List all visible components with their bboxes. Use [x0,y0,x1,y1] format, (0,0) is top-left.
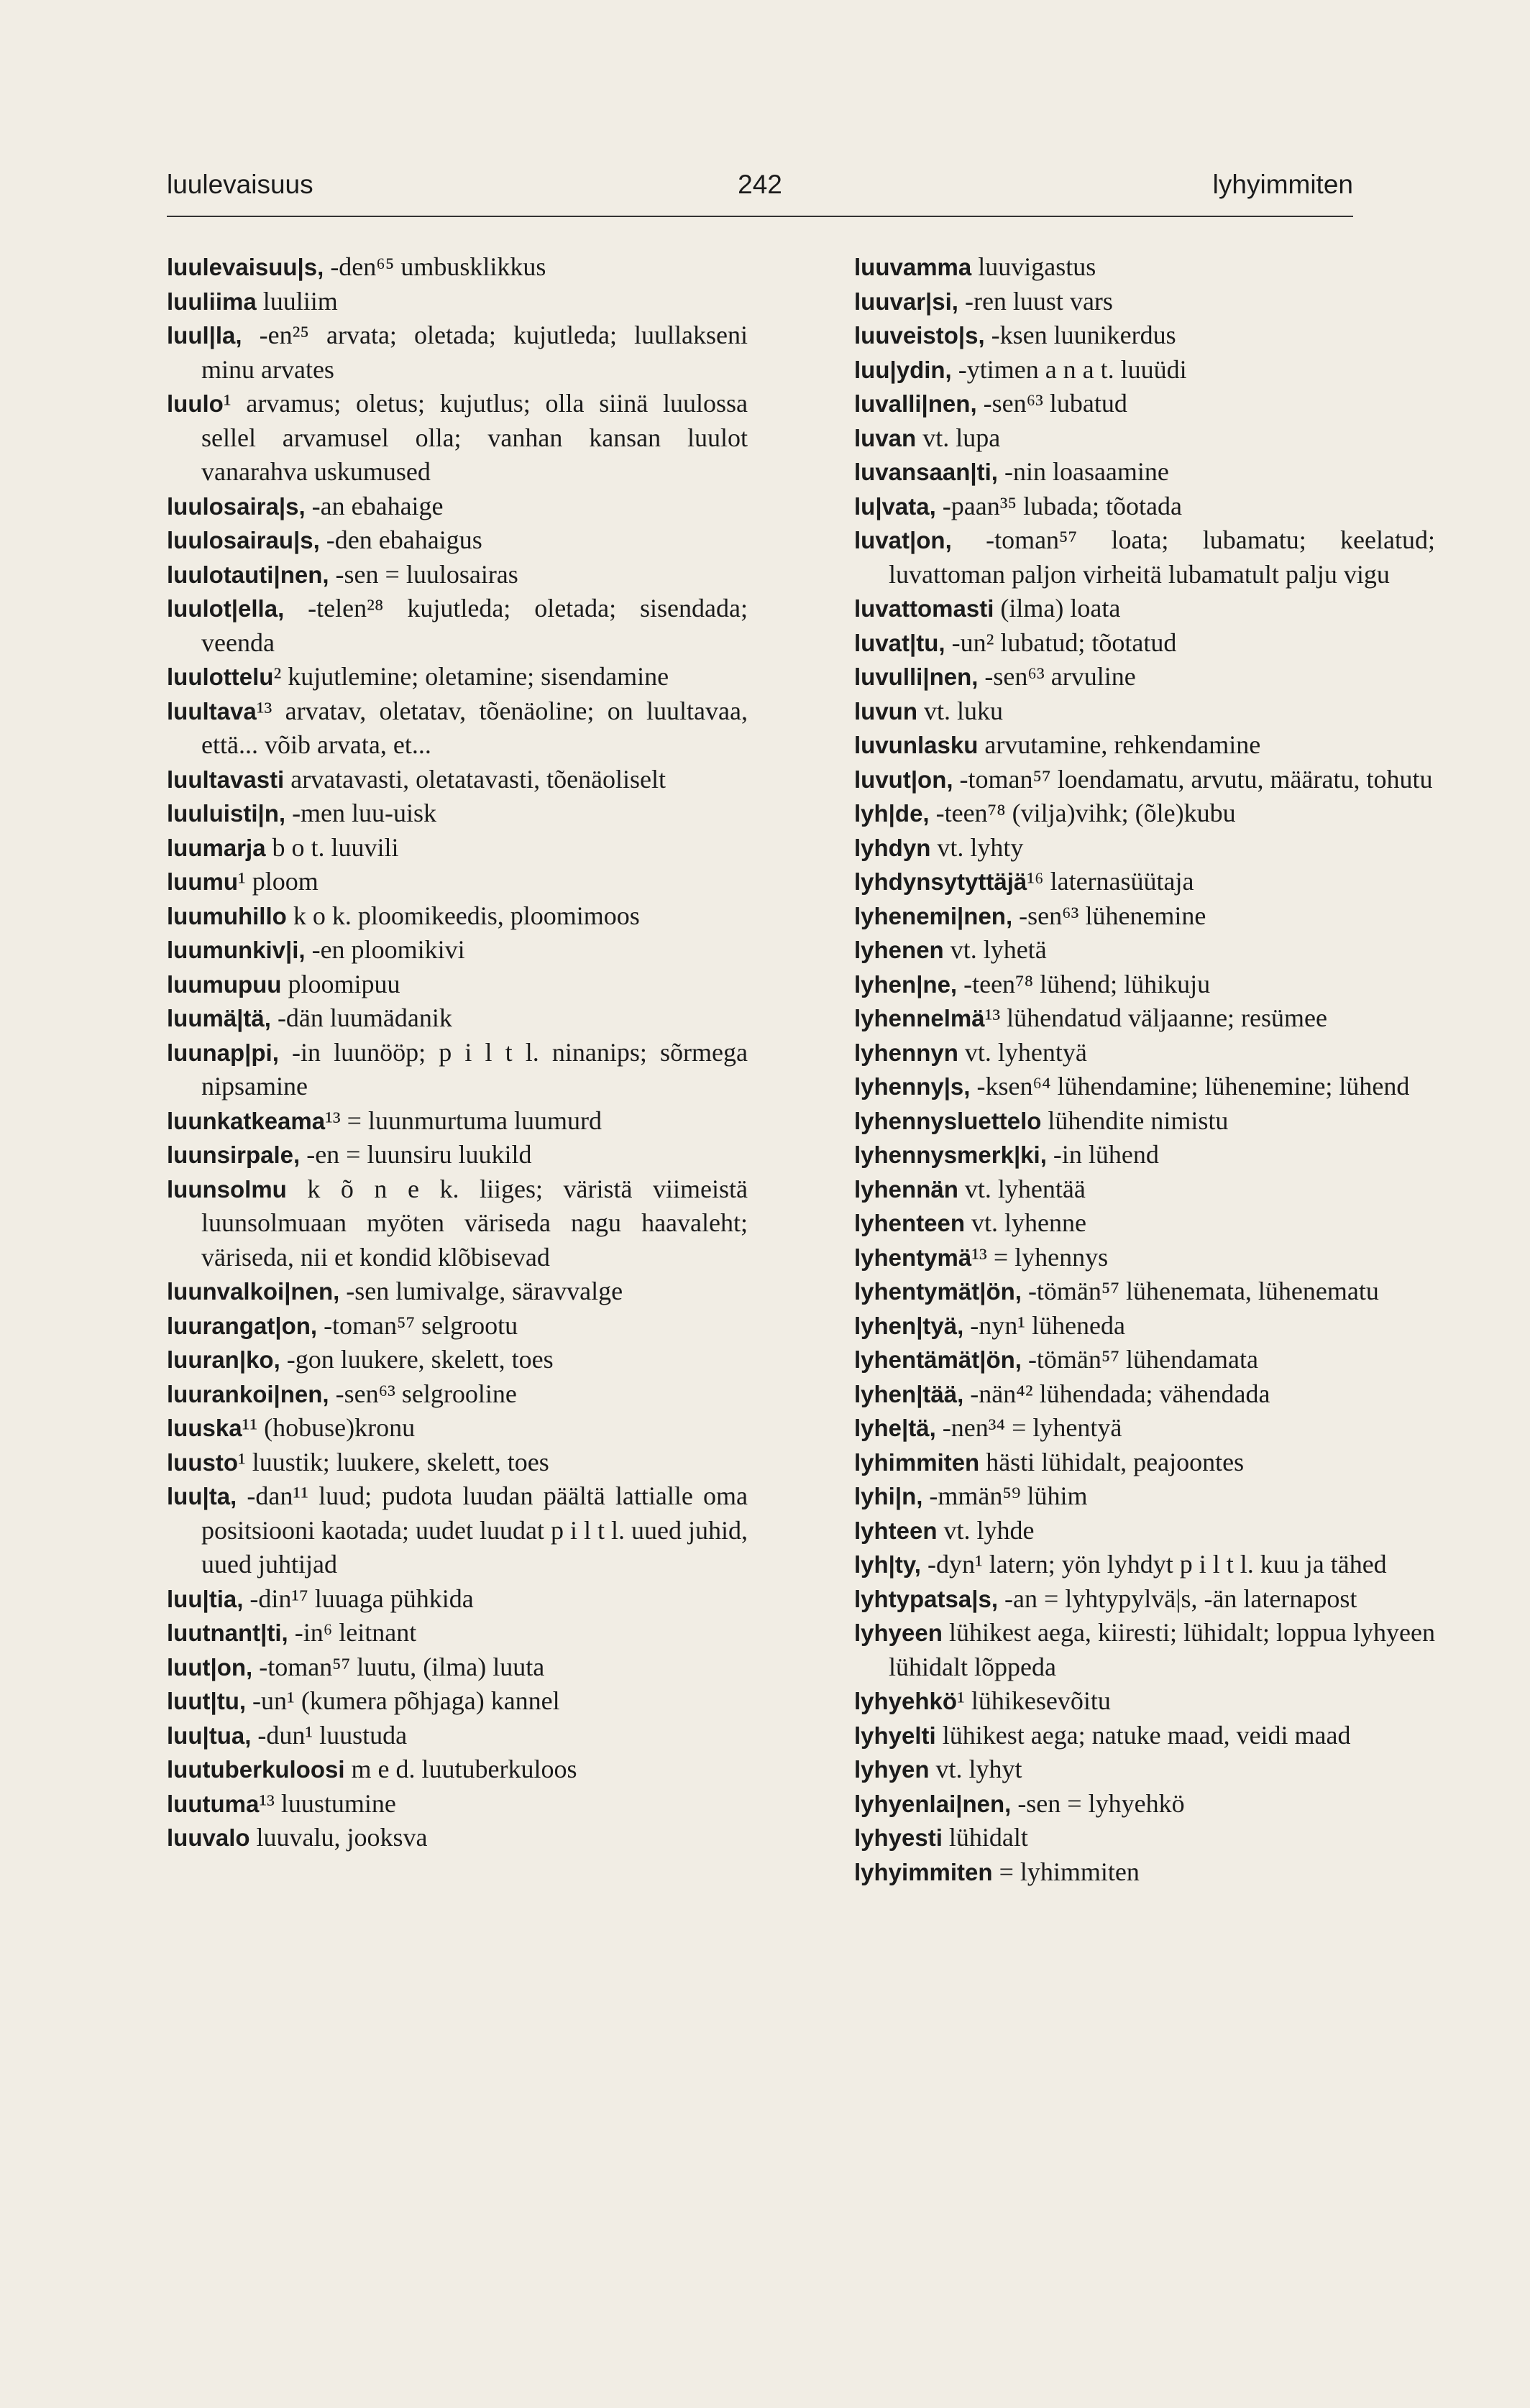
dictionary-entry [854,1274,1435,1309]
entry-headword: luuvamma [854,254,972,280]
entry-headword: luul|la, [167,322,242,349]
entry-headword: lyhentymät|ön, [854,1278,1022,1305]
entry-definition: luuliim [256,286,338,316]
entry-definition: ¹³ luustumine [259,1788,396,1818]
entry-headword: lyhyehkö [854,1688,958,1714]
dictionary-entry [854,1001,1435,1036]
entry-definition: -telen²⁸ kujutleda; oletada; sisendada; veenda [201,594,748,657]
entry-definition: -toman⁵⁷ selgrootu [317,1310,518,1340]
entry-headword: luumupuu [167,970,282,998]
entry-headword: lyhyenlai|nen, [854,1790,1012,1817]
entry-definition: -din¹⁷ luuaga pühkida [243,1584,474,1613]
entry-headword: luu|ydin, [854,356,952,383]
dictionary-entry [167,523,748,558]
entry-definition: -en²⁵ arvata; oletada; kujutleda; luullakseni minu arvates [201,321,748,384]
entry-headword: luuska [167,1415,242,1441]
entry-definition: -sen⁶³ lubatud [976,389,1127,418]
entry-definition: -nyn¹ lüheneda [963,1310,1126,1340]
dictionary-entry [854,1616,1435,1684]
entry-definition: -en = luunsiru luukild [300,1140,532,1169]
dictionary-entry [854,1752,1435,1787]
entry-definition: -in lühend [1046,1140,1159,1169]
entry-headword: luunvalkoi|nen, [167,1278,340,1305]
entry-headword: luvattomasti [854,595,994,622]
entry-headword: luvansaan|ti, [854,459,998,485]
dictionary-entry [854,831,1435,865]
entry-headword: luulosairau|s, [167,527,320,553]
entry-headword: luvulli|nen, [854,663,979,690]
header-rule [167,216,1353,217]
entry-definition: vt. lyhentää [958,1174,1086,1203]
entry-definition: b o t. luuvili [265,832,399,862]
entry-definition: -teen⁷⁸ (vilja)vihk; (õle)kubu [929,799,1236,827]
entry-headword: lyhennän [854,1175,958,1203]
dictionary-entry [854,1206,1435,1241]
entry-definition: lühikest aega, kiiresti; lühidalt; loppua lyhyeen lühidalt lõppeda [889,1618,1435,1681]
entry-headword: luulevaisuu|s, [167,254,324,280]
entry-headword: luut|on, [167,1653,253,1681]
dictionary-entry [854,592,1435,626]
right-column [854,250,1435,1889]
entry-headword: lyhyesti [854,1824,943,1851]
entry-definition: -nin loasaamine [997,457,1169,486]
entry-definition: -sen⁶³ selgrooline [329,1379,517,1408]
dictionary-entry [167,796,748,831]
page-number: 242 [738,170,782,199]
entry-headword: luumarja [167,834,266,861]
entry-definition: ¹ luustik; luukere, skelett, toes [237,1447,549,1476]
entry-definition: -in⁶ leitnant [288,1618,417,1647]
entry-definition: -men luu-uisk [285,799,437,827]
entry-headword: lyhyimmiten [854,1858,993,1885]
entry-headword: lyhennelmä [854,1005,985,1031]
dictionary-entry [167,763,748,797]
entry-definition: luuvalu, jooksva [249,1823,428,1852]
dictionary-entry [854,455,1435,490]
entry-definition: k õ n e k. liiges; väristä viimeistä luunsolmuaan myöten väriseda nagu haavaleht; väriseda, nii et kondid klõbisevad [201,1174,748,1272]
dictionary-entry [854,899,1435,934]
entry-headword: luuvalo [167,1824,250,1851]
dictionary-entry [854,1309,1435,1343]
dictionary-entry [854,250,1435,285]
dictionary-entry [167,1752,748,1787]
entry-headword: lyhen|tyä, [854,1312,964,1339]
dictionary-entry [854,1582,1435,1617]
entry-headword: luvalli|nen, [854,390,977,417]
entry-definition: vt. lyhetä [943,935,1047,964]
entry-definition: -mmän⁵⁹ lühim [922,1481,1088,1510]
left-column [167,250,748,1855]
entry-headword: luvat|tu, [854,629,945,656]
entry-definition: -ytimen a n a t. luuüdi [951,354,1187,384]
entry-definition: ¹ arvamus; oletus; kujutlus; olla siinä luulossa sellel arvamusel olla; vanhan kansan luulot vanarahva uskumused [201,389,748,486]
entry-definition: luuvigastus [971,252,1096,281]
entry-headword: lyhyeen [854,1619,943,1646]
entry-definition: -tömän⁵⁷ lühendamata [1021,1345,1258,1374]
entry-definition: vt. lupa [916,423,1001,452]
entry-definition: vt. luku [917,696,1004,725]
dictionary-entry [854,1514,1435,1548]
entry-headword: luut|tu, [167,1688,247,1714]
entry-headword: lyhennysluettelo [854,1107,1042,1134]
entry-headword: luuvar|si, [854,288,958,315]
dictionary-entry [854,1787,1435,1821]
entry-definition: -sen⁶³ lühenemine [1012,901,1206,930]
entry-definition: ¹³ = luunmurtuma luumurd [325,1106,602,1135]
entry-headword: lu|vata, [854,492,936,520]
dictionary-entry [167,1787,748,1821]
dictionary-entry [167,831,748,865]
entry-definition: -ksen luunikerdus [984,321,1176,349]
dictionary-entry [854,796,1435,831]
dictionary-entry [854,1684,1435,1719]
entry-definition: -tömän⁵⁷ lühenemata, lühenematu [1021,1277,1379,1305]
dictionary-entry [167,1821,748,1855]
entry-headword: lyh|de, [854,800,930,827]
entry-headword: lyhteen [854,1517,938,1544]
dictionary-entry [854,1036,1435,1070]
entry-headword: luu|tua, [167,1722,252,1749]
entry-headword: lyhen|ne, [854,970,958,998]
entry-headword: lyhimmiten [854,1448,980,1476]
dictionary-entry [167,933,748,968]
entry-definition: -paan³⁵ lubada; tõotada [935,491,1182,520]
entry-headword: lyhe|tä, [854,1415,936,1441]
entry-headword: luvun [854,697,917,725]
entry-headword: luvunlasku [854,732,979,758]
dictionary-entry [854,1377,1435,1412]
entry-definition: ¹³ arvatav, oletatav, tõenäoline; on luultavaa, että... võib arvata, et... [201,696,748,759]
dictionary-entry [167,250,748,285]
entry-definition: ¹³ lühendatud väljaanne; resümee [984,1003,1327,1032]
entry-definition: lühidalt [942,1823,1028,1852]
entry-definition: ¹³ = lyhennys [971,1242,1109,1272]
entry-headword: lyhentämät|ön, [854,1346,1022,1373]
dictionary-entry [167,899,748,934]
entry-headword: lyhenemi|nen, [854,902,1013,929]
entry-headword: luulottelu [167,663,274,690]
entry-definition: -dan¹¹ luud; pudota luudan päältä lattialle oma positsiooni kaotada; uudet luudat p i l t l. uued juhid, uued juhtijad [201,1481,748,1578]
entry-definition: ¹⁶ laternasüütaja [1027,867,1194,896]
entry-headword: luumunkiv|i, [167,937,306,963]
entry-definition: -an = lyhtypylvä|s, -än laternapost [997,1584,1357,1613]
entry-headword: luutuberkuloosi [167,1756,345,1783]
page-header [167,170,1353,213]
dictionary-entry [854,1446,1435,1480]
entry-definition: -un¹ (kumera põhjaga) kannel [246,1686,560,1715]
entry-definition: -sen = luulosairas [329,559,518,589]
dictionary-entry [167,1036,748,1104]
entry-headword: luusto [167,1448,238,1476]
dictionary-entry [167,1650,748,1685]
entry-definition: -toman⁵⁷ loata; lubamatu; keelatud; luvattoman paljon virheitä lubamatult palju vigu [889,525,1435,589]
entry-definition: ¹¹ (hobuse)kronu [242,1413,416,1442]
entry-headword: luutnant|ti, [167,1619,288,1646]
entry-headword: luu|tia, [167,1585,244,1612]
dictionary-entry [167,865,748,899]
dictionary-entry [854,626,1435,661]
header-first-word: luulevaisuus [167,170,313,199]
entry-headword: lyhenny|s, [854,1073,971,1100]
entry-definition: -dun¹ luustuda [251,1720,408,1750]
dictionary-entry [854,387,1435,421]
entry-headword: lyhennyn [854,1039,958,1066]
entry-definition: -dyn¹ latern; yön lyhdyt p i l t l. kuu ja tähed [920,1550,1387,1578]
entry-definition: vt. lyhyt [929,1755,1022,1783]
dictionary-entry [854,933,1435,968]
entry-headword: lyhyen [854,1756,930,1783]
dictionary-entry [854,421,1435,456]
dictionary-entry [854,490,1435,524]
entry-headword: luurankoi|nen, [167,1380,329,1407]
dictionary-entry [854,1855,1435,1890]
entry-definition: -toman⁵⁷ luutu, (ilma) luuta [252,1652,545,1681]
dictionary-entry [167,694,748,763]
dictionary-entry [167,1172,748,1275]
dictionary-entry [167,1616,748,1650]
entry-headword: luumä|tä, [167,1005,271,1031]
entry-headword: luumuhillo [167,902,287,929]
dictionary-entry [854,1411,1435,1446]
dictionary-entry [167,1684,748,1719]
entry-definition: -toman⁵⁷ loendamatu, arvutu, määratu, tohutu [953,764,1433,794]
dictionary-entry [167,1343,748,1377]
dictionary-entry [854,1821,1435,1855]
dictionary-entry [167,1582,748,1617]
entry-headword: luuliima [167,288,257,315]
entry-headword: luultava [167,697,257,725]
entry-definition: -un² lubatud; tõotatud [945,628,1177,657]
entry-definition: -gon luukere, skelett, toes [280,1345,554,1374]
entry-definition: -sen lumivalge, säravvalge [339,1277,623,1305]
entry-headword: luurangat|on, [167,1312,318,1339]
entry-headword: lyhdynsytyttäjä [854,868,1027,895]
entry-headword: luvat|on, [854,527,952,553]
entry-headword: lyhen|tää, [854,1380,964,1407]
dictionary-entry [854,865,1435,899]
entry-definition: k o k. ploomikeedis, ploomimoos [286,901,640,930]
entry-definition: hästi lühidalt, peajoontes [979,1447,1245,1476]
dictionary-entry [167,1411,748,1446]
dictionary-entry [854,1104,1435,1139]
entry-headword: luuveisto|s, [854,322,985,349]
dictionary-entry [167,490,748,524]
entry-headword: lyhenen [854,937,944,963]
entry-definition: -ren luust vars [958,286,1113,316]
dictionary-entry [854,968,1435,1002]
entry-definition: -sen = lyhyehkö [1011,1788,1185,1818]
dictionary-entry [167,1377,748,1412]
dictionary-entry [854,660,1435,694]
entry-definition: lühendite nimistu [1041,1106,1229,1135]
dictionary-entry [167,1104,748,1139]
entry-headword: lyh|ty, [854,1551,921,1578]
entry-definition: ² kujutlemine; oletamine; sisendamine [273,662,669,691]
dictionary-entry [167,1001,748,1036]
dictionary-entry [167,1274,748,1309]
entry-headword: lyhenteen [854,1210,966,1236]
dictionary-entry [167,968,748,1002]
dictionary-entry [167,1479,748,1582]
entry-definition: vt. lyhenne [965,1208,1087,1237]
entry-headword: luumu [167,868,238,895]
dictionary-entry [854,353,1435,387]
entry-headword: lyhyelti [854,1722,936,1749]
dictionary-entry [854,694,1435,729]
entry-definition: -sen⁶³ arvuline [978,662,1136,691]
dictionary-entry [854,763,1435,797]
entry-headword: lyhdyn [854,834,931,861]
dictionary-entry [854,1479,1435,1514]
dictionary-entry [854,1719,1435,1753]
dictionary-entry [854,1343,1435,1377]
entry-headword: lyhennysmerk|ki, [854,1141,1047,1168]
dictionary-entry [854,523,1435,592]
entry-definition: lühikest aega; natuke maad, veidi maad [935,1720,1351,1750]
entry-definition: -nän⁴² lühendada; vähendada [963,1379,1270,1408]
dictionary-entry [167,660,748,694]
entry-definition: ploomipuu [281,969,400,998]
entry-headword: luvut|on, [854,766,953,793]
entry-definition: -an ebahaige [305,491,444,520]
entry-definition: m e d. luutuberkuloos [344,1755,577,1783]
dictionary-entry [854,1548,1435,1582]
header-last-word: lyhyimmiten [1212,170,1353,199]
entry-definition: -in luunööp; p i l t l. ninanips; sõrmega nipsamine [201,1037,748,1100]
entry-headword: lyhtypatsa|s, [854,1585,998,1612]
entry-definition: (ilma) loata [994,594,1121,622]
entry-definition: arvatavasti, oletatavasti, tõenäoliselt [284,764,666,794]
entry-headword: luunkatkeama [167,1107,326,1134]
entry-headword: luultavasti [167,766,285,793]
entry-headword: lyhentymä [854,1244,972,1271]
entry-definition: -teen⁷⁸ lühend; lühikuju [957,969,1211,998]
entry-definition: vt. lyhde [937,1515,1035,1545]
dictionary-entry [854,728,1435,763]
entry-headword: luulo [167,390,224,417]
entry-definition: -en ploomikivi [305,935,465,964]
entry-definition: ¹ lühikesevõitu [957,1686,1111,1715]
dictionary-entry [167,318,748,387]
entry-headword: luunsirpale, [167,1141,301,1168]
entry-definition: vt. lyhty [930,832,1024,862]
entry-headword: luunap|pi, [167,1039,279,1066]
dictionary-entry [854,1172,1435,1207]
entry-definition: = lyhimmiten [992,1857,1140,1886]
dictionary-entry [167,1719,748,1753]
entry-headword: luulotauti|nen, [167,561,329,588]
entry-headword: lyhi|n, [854,1483,923,1509]
entry-headword: luuluisti|n, [167,800,286,827]
dictionary-entry [167,1446,748,1480]
dictionary-entry [167,387,748,490]
entry-headword: luuran|ko, [167,1346,280,1373]
dictionary-entry [167,1309,748,1343]
entry-definition: -dän luumädanik [270,1003,452,1032]
entry-headword: luunsolmu [167,1175,287,1203]
dictionary-entry [167,1138,748,1172]
dictionary-entry [854,285,1435,319]
dictionary-entry [167,558,748,592]
entry-headword: luulot|ella, [167,595,285,622]
entry-definition: -ksen⁶⁴ lühendamine; lühenemine; lühend [970,1072,1410,1100]
entry-definition: arvutamine, rehkendamine [978,730,1261,759]
entry-definition: -nen³⁴ = lyhentyä [935,1413,1122,1442]
entry-definition: -den ebahaigus [319,525,482,554]
dictionary-entry [854,318,1435,353]
dictionary-entry [167,592,748,660]
dictionary-entry [854,1070,1435,1104]
entry-headword: luutuma [167,1790,260,1817]
dictionary-entry [854,1138,1435,1172]
entry-headword: luu|ta, [167,1483,237,1509]
dictionary-entry [854,1241,1435,1275]
dictionary-entry [167,285,748,319]
entry-definition: ¹ ploom [237,867,319,896]
entry-headword: luvan [854,424,917,451]
entry-definition: vt. lyhentyä [958,1037,1087,1067]
entry-definition: -den⁶⁵ umbusklikkus [324,252,546,281]
entry-headword: luulosaira|s, [167,492,306,520]
